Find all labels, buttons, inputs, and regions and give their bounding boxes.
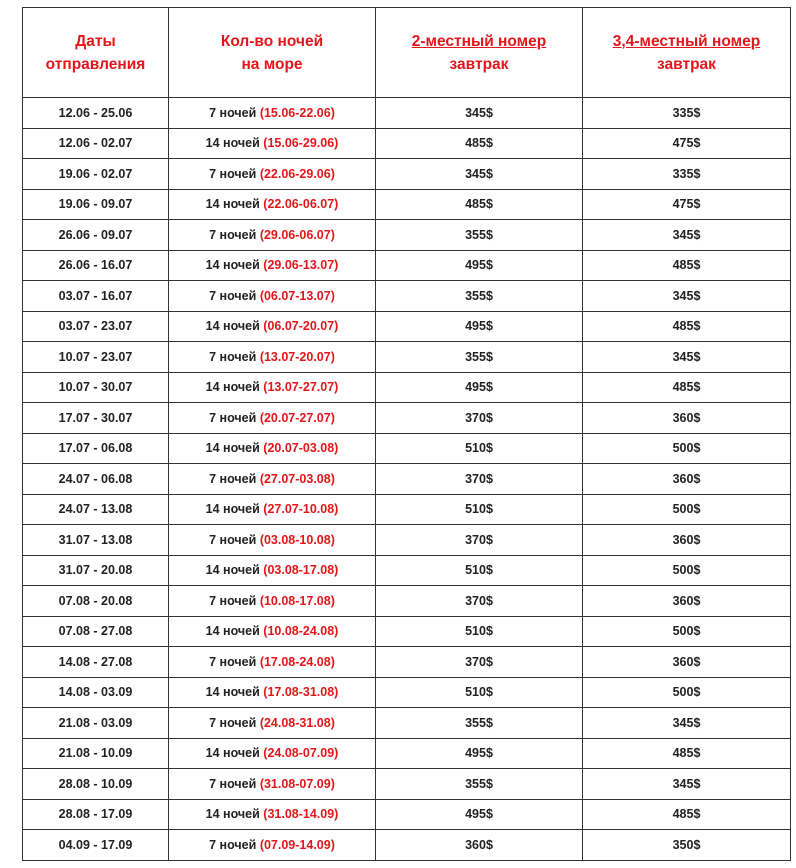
cell-price-triple: 500$ (583, 616, 791, 647)
sea-dates: (15.06-29.06) (263, 136, 339, 151)
cell-price-triple: 360$ (583, 586, 791, 617)
cell-departure-dates: 12.06 - 02.07 (23, 128, 169, 159)
nights-count: 14 ночей (205, 380, 260, 395)
nights-count: 14 ночей (205, 441, 260, 456)
cell-nights (169, 799, 376, 830)
sea-dates: (29.06-06.07) (259, 227, 335, 242)
nights-count: 7 ночей (209, 593, 257, 608)
cell-departure-dates: 19.06 - 09.07 (23, 189, 169, 220)
cell-departure-dates: 28.08 - 17.09 (23, 799, 169, 830)
cell-nights (169, 616, 376, 647)
cell-departure-dates: 28.08 - 10.09 (23, 769, 169, 800)
cell-departure-dates: 24.07 - 13.08 (23, 494, 169, 525)
table-row (23, 525, 791, 556)
table-row (23, 128, 791, 159)
nights-count: 7 ночей (209, 532, 257, 547)
nights-count: 7 ночей (209, 349, 257, 364)
table-row (23, 98, 791, 129)
cell-price-double: 485$ (376, 128, 583, 159)
sea-dates: (31.08-07.09) (259, 776, 335, 791)
sea-dates: (20.07-03.08) (263, 441, 339, 456)
sea-dates: (22.06-06.07) (263, 197, 339, 212)
cell-price-triple: 360$ (583, 403, 791, 434)
cell-nights (169, 738, 376, 769)
sea-dates: (03.08-10.08) (259, 532, 335, 547)
sea-dates: (10.08-17.08) (259, 593, 335, 608)
sea-dates: (13.07-20.07) (259, 349, 335, 364)
table-row (23, 189, 791, 220)
sea-dates: (27.07-03.08) (259, 471, 335, 486)
cell-nights (169, 98, 376, 129)
cell-nights (169, 677, 376, 708)
cell-price-triple: 475$ (583, 189, 791, 220)
cell-price-double: 370$ (376, 464, 583, 495)
sea-dates: (27.07-10.08) (263, 502, 339, 517)
header-nights-at-sea: Кол-во ночей на море (169, 8, 376, 98)
cell-price-triple: 345$ (583, 708, 791, 739)
cell-price-triple: 335$ (583, 159, 791, 190)
nights-count: 14 ночей (205, 624, 260, 639)
nights-count: 7 ночей (209, 227, 257, 242)
cell-nights (169, 647, 376, 678)
nights-count: 14 ночей (205, 136, 260, 151)
cell-price-triple: 345$ (583, 220, 791, 251)
cell-departure-dates: 17.07 - 30.07 (23, 403, 169, 434)
sea-dates: (10.08-24.08) (263, 624, 339, 639)
sea-dates: (24.08-31.08) (259, 715, 335, 730)
table-row (23, 677, 791, 708)
cell-price-double: 495$ (376, 250, 583, 281)
table-row (23, 738, 791, 769)
cell-departure-dates: 21.08 - 10.09 (23, 738, 169, 769)
cell-price-triple: 360$ (583, 525, 791, 556)
cell-departure-dates: 26.06 - 16.07 (23, 250, 169, 281)
cell-price-double: 355$ (376, 220, 583, 251)
cell-price-double: 495$ (376, 372, 583, 403)
cell-departure-dates: 14.08 - 03.09 (23, 677, 169, 708)
nights-count: 7 ночей (209, 471, 257, 486)
cell-price-triple: 485$ (583, 311, 791, 342)
table-row (23, 830, 791, 861)
cell-departure-dates: 21.08 - 03.09 (23, 708, 169, 739)
cell-price-triple: 500$ (583, 555, 791, 586)
table-row (23, 769, 791, 800)
cell-nights (169, 311, 376, 342)
cell-price-triple: 500$ (583, 677, 791, 708)
cell-price-double: 355$ (376, 342, 583, 373)
sea-dates: (24.08-07.09) (263, 746, 339, 761)
nights-count: 14 ночей (205, 502, 260, 517)
cell-price-triple: 360$ (583, 647, 791, 678)
nights-count: 14 ночей (205, 746, 260, 761)
table-row (23, 799, 791, 830)
cell-price-triple: 475$ (583, 128, 791, 159)
cell-price-double: 360$ (376, 830, 583, 861)
cell-price-triple: 345$ (583, 769, 791, 800)
cell-price-double: 355$ (376, 769, 583, 800)
cell-nights (169, 494, 376, 525)
cell-departure-dates: 04.09 - 17.09 (23, 830, 169, 861)
nights-count: 14 ночей (205, 258, 260, 273)
cell-price-triple: 485$ (583, 250, 791, 281)
cell-price-triple: 345$ (583, 281, 791, 312)
cell-price-triple: 350$ (583, 830, 791, 861)
nights-count: 7 ночей (209, 837, 257, 852)
tour-price-table (22, 7, 791, 861)
table-row (23, 433, 791, 464)
cell-nights (169, 250, 376, 281)
table-row (23, 159, 791, 190)
cell-price-triple: 360$ (583, 464, 791, 495)
cell-price-double: 345$ (376, 98, 583, 129)
sea-dates: (17.08-31.08) (263, 685, 339, 700)
cell-departure-dates: 10.07 - 30.07 (23, 372, 169, 403)
cell-departure-dates: 12.06 - 25.06 (23, 98, 169, 129)
cell-nights (169, 433, 376, 464)
cell-price-double: 355$ (376, 281, 583, 312)
nights-count: 7 ночей (209, 715, 257, 730)
cell-departure-dates: 17.07 - 06.08 (23, 433, 169, 464)
cell-price-double: 495$ (376, 799, 583, 830)
nights-count: 14 ночей (205, 319, 260, 334)
table-row (23, 342, 791, 373)
table-row (23, 464, 791, 495)
cell-price-triple: 485$ (583, 738, 791, 769)
sea-dates: (15.06-22.06) (259, 105, 335, 120)
table-row (23, 586, 791, 617)
sea-dates: (31.08-14.09) (263, 807, 339, 822)
double-room-link[interactable]: 2-местный номер (411, 32, 547, 50)
cell-departure-dates: 07.08 - 20.08 (23, 586, 169, 617)
cell-price-double: 510$ (376, 677, 583, 708)
nights-count: 14 ночей (205, 685, 260, 700)
sea-dates: (29.06-13.07) (263, 258, 339, 273)
nights-count: 14 ночей (205, 807, 260, 822)
cell-price-double: 370$ (376, 586, 583, 617)
table-body (23, 98, 791, 861)
table-row (23, 708, 791, 739)
cell-departure-dates: 07.08 - 27.08 (23, 616, 169, 647)
cell-nights (169, 555, 376, 586)
cell-nights (169, 464, 376, 495)
nights-count: 14 ночей (205, 563, 260, 578)
cell-nights (169, 372, 376, 403)
sea-dates: (22.06-29.06) (259, 166, 335, 181)
cell-price-double: 485$ (376, 189, 583, 220)
cell-price-triple: 345$ (583, 342, 791, 373)
cell-price-triple: 500$ (583, 433, 791, 464)
nights-count: 7 ночей (209, 166, 257, 181)
cell-departure-dates: 19.06 - 02.07 (23, 159, 169, 190)
nights-count: 14 ночей (205, 197, 260, 212)
cell-nights (169, 769, 376, 800)
cell-nights (169, 281, 376, 312)
cell-price-double: 345$ (376, 159, 583, 190)
cell-price-double: 510$ (376, 555, 583, 586)
cell-price-triple: 335$ (583, 98, 791, 129)
cell-departure-dates: 03.07 - 23.07 (23, 311, 169, 342)
table-header-row (23, 8, 791, 98)
nights-count: 7 ночей (209, 288, 257, 303)
nights-count: 7 ночей (209, 105, 257, 120)
cell-nights (169, 342, 376, 373)
sea-dates: (03.08-17.08) (263, 563, 339, 578)
cell-departure-dates: 03.07 - 16.07 (23, 281, 169, 312)
cell-price-triple: 485$ (583, 799, 791, 830)
table-row (23, 220, 791, 251)
cell-departure-dates: 31.07 - 13.08 (23, 525, 169, 556)
table-row (23, 250, 791, 281)
header-triple-room[interactable]: 3,4-местный номер завтрак (583, 8, 791, 98)
nights-count: 7 ночей (209, 410, 257, 425)
nights-count: 7 ночей (209, 776, 257, 791)
nights-count: 7 ночей (209, 654, 257, 669)
sea-dates: (06.07-13.07) (259, 288, 335, 303)
table-row (23, 616, 791, 647)
table-row (23, 372, 791, 403)
cell-nights (169, 586, 376, 617)
sea-dates: (20.07-27.07) (259, 410, 335, 425)
cell-departure-dates: 31.07 - 20.08 (23, 555, 169, 586)
cell-nights (169, 128, 376, 159)
cell-departure-dates: 10.07 - 23.07 (23, 342, 169, 373)
sea-dates: (06.07-20.07) (263, 319, 339, 334)
cell-nights (169, 220, 376, 251)
cell-price-triple: 485$ (583, 372, 791, 403)
cell-price-double: 355$ (376, 708, 583, 739)
cell-price-double: 510$ (376, 616, 583, 647)
header-double-room[interactable]: 2-местный номер завтрак (376, 8, 583, 98)
sea-dates: (13.07-27.07) (263, 380, 339, 395)
table-row (23, 311, 791, 342)
cell-nights (169, 830, 376, 861)
cell-price-triple: 500$ (583, 494, 791, 525)
cell-price-double: 495$ (376, 311, 583, 342)
triple-room-link[interactable]: 3,4-местный номер (612, 32, 761, 50)
table-row (23, 403, 791, 434)
cell-nights (169, 525, 376, 556)
cell-nights (169, 159, 376, 190)
cell-price-double: 370$ (376, 403, 583, 434)
cell-price-double: 510$ (376, 494, 583, 525)
cell-departure-dates: 24.07 - 06.08 (23, 464, 169, 495)
cell-nights (169, 708, 376, 739)
sea-dates: (07.09-14.09) (259, 837, 335, 852)
cell-departure-dates: 14.08 - 27.08 (23, 647, 169, 678)
table-row (23, 281, 791, 312)
cell-nights (169, 403, 376, 434)
cell-price-double: 370$ (376, 525, 583, 556)
table-row (23, 494, 791, 525)
cell-price-double: 370$ (376, 647, 583, 678)
cell-departure-dates: 26.06 - 09.07 (23, 220, 169, 251)
sea-dates: (17.08-24.08) (259, 654, 335, 669)
cell-price-double: 510$ (376, 433, 583, 464)
cell-price-double: 495$ (376, 738, 583, 769)
header-departure-dates: Даты отправления (23, 8, 169, 98)
table-row (23, 555, 791, 586)
cell-nights (169, 189, 376, 220)
table-row (23, 647, 791, 678)
